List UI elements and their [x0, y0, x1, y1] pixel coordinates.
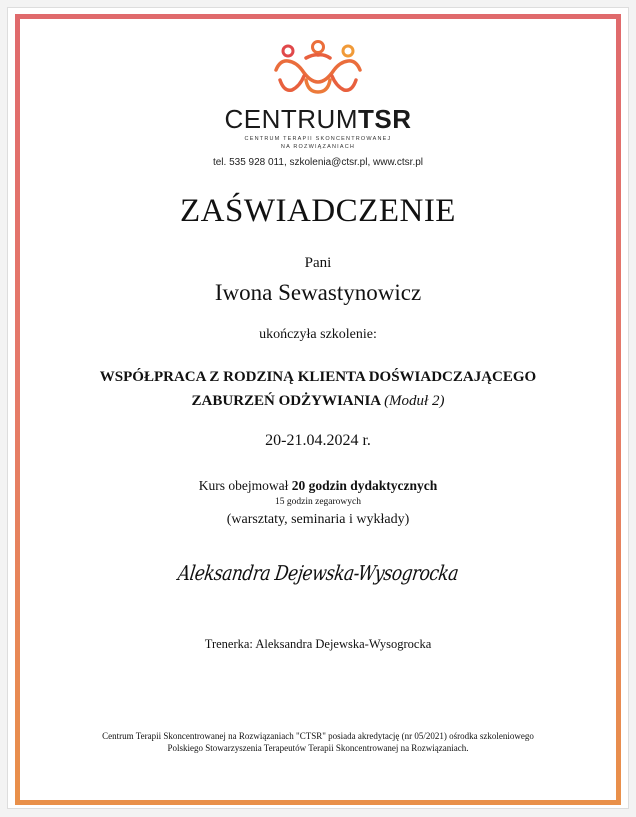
contact-info: tel. 535 928 011, szkolenia@ctsr.pl, www.ctsr.pl [212, 157, 424, 168]
ctsr-people-logo-icon [270, 40, 366, 96]
course-forms: (warsztaty, seminaria i wykłady) [226, 512, 410, 527]
trainer-name: Trenerka: Aleksandra Dejewska-Wysogrocka [204, 637, 432, 651]
clock-hours: 15 godzin zegarowych [275, 497, 361, 507]
brand-name: CENTRUMTSR [224, 104, 412, 134]
certificate-title: ZAŚWIADCZENIE [180, 193, 456, 229]
brand-subtitle-1: CENTRUM TERAPII SKONCENTROWANEJ [244, 136, 392, 142]
course-module: (Moduł 2) [384, 393, 445, 409]
brand-subtitle-2: NA ROZWIĄZANIACH [280, 144, 356, 150]
course-title-line2: ZABURZEŃ ODŻYWIANIA (Moduł 2) [191, 393, 445, 409]
completed-label: ukończyła szkolenie: [259, 327, 377, 342]
accreditation-line1: Centrum Terapii Skoncentrowanej na Rozwiązaniach "CTSR" posiada akredytację (nr 05/2021) ośrodka szkoleniowego [102, 731, 534, 741]
recipient-name: Iwona Sewastynowicz [214, 280, 422, 305]
course-hours: Kurs obejmował 20 godzin dydaktycznych [198, 478, 438, 493]
salutation: Pani [304, 255, 332, 271]
accreditation-line2: Polskiego Stowarzyszenia Terapeutów Terapii Skoncentrowanej na Rozwiązaniach. [167, 743, 469, 753]
course-title-line1: WSPÓŁPRACA Z RODZINĄ KLIENTA DOŚWIADCZAJĄCEGO [99, 369, 537, 385]
course-date: 20-21.04.2024 r. [265, 432, 371, 449]
trainer-signature: Aleksandra Dejewska-Wysogrocka [176, 562, 460, 586]
